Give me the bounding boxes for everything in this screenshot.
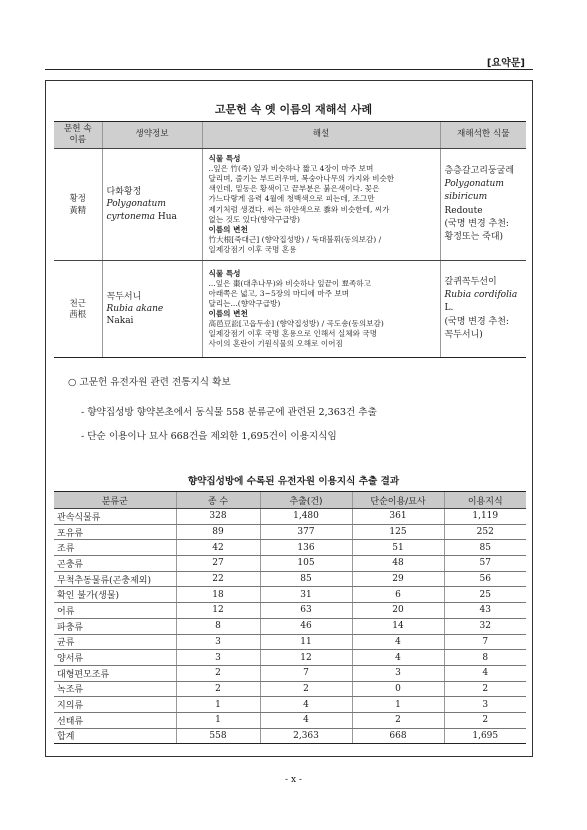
reinterp-line: Redoute <box>444 205 483 216</box>
table-row <box>54 665 526 681</box>
species-count-cell: 328 <box>176 509 260 525</box>
explanation-cell <box>202 149 440 261</box>
reinterpretation-table <box>54 121 526 358</box>
simple-use-cell: 4 <box>352 634 444 650</box>
extracted-cell: 2,363 <box>260 728 352 744</box>
use-knowledge-cell: 3 <box>444 697 526 713</box>
simple-use-cell: 1 <box>352 697 444 713</box>
taxon-cell: 파충류 <box>54 618 176 634</box>
use-knowledge-cell: 2 <box>444 712 526 728</box>
reinterp-line: Rubia cordifolia <box>444 290 518 301</box>
species-count-cell: 27 <box>176 556 260 572</box>
header-reinterpreted-plant: 재해석한 식물 <box>440 122 526 149</box>
literature-name-cell <box>54 149 102 261</box>
desc-line: 가느다랗게 음력 4월에 청백색으로 피는데, 조그만 <box>208 194 375 204</box>
table-header-row <box>54 122 526 149</box>
header-herbal-info: 생약정보 <box>102 122 202 149</box>
use-knowledge-cell: 2 <box>444 681 526 697</box>
page-number: - x - <box>285 775 302 785</box>
taxon-cell: 무척추동물류(곤충제외) <box>54 571 176 587</box>
taxon-cell: 어류 <box>54 603 176 619</box>
use-knowledge-cell: 25 <box>444 587 526 603</box>
desc-line: ...잎은 棗(대추나무)와 비슷하나 잎끝이 뾰족하고 <box>208 278 371 288</box>
use-knowledge-cell: 8 <box>444 650 526 666</box>
simple-use-cell: 668 <box>352 728 444 744</box>
table-row <box>54 571 526 587</box>
simple-use-cell: 20 <box>352 603 444 619</box>
header-use-knowledge: 이용지식 <box>444 492 526 509</box>
herbal-scientific-name: Rubia akane <box>106 303 164 314</box>
herbal-info-cell <box>102 261 202 358</box>
extracted-cell: 4 <box>260 697 352 713</box>
table1-title: 고문헌 속 옛 이름의 재해석 사례 <box>214 103 373 116</box>
desc-line: 아래쪽은 넓고, 3~5장의 마디에 마주 보며 <box>208 288 350 298</box>
table-body <box>54 509 526 744</box>
header-simple-use: 단순이용/묘사 <box>352 492 444 509</box>
species-count-cell: 3 <box>176 650 260 666</box>
change-line: 高邑豆訟[고읍두송] (향약집성방) / 곡도숑(동의보감) <box>208 319 384 329</box>
taxon-cell: 조류 <box>54 540 176 556</box>
reinterp-line: (국명 변경 추천: <box>444 316 509 327</box>
plant-traits-heading: 식물 특성 <box>208 268 241 278</box>
desc-line: 달리는...(향약구급방) <box>208 298 281 308</box>
header-literature-name-text: 문헌 속 이름 <box>63 123 92 145</box>
species-count-cell: 1 <box>176 712 260 728</box>
explanation-cell <box>202 261 440 358</box>
herbal-author: Nakai <box>106 316 134 327</box>
extracted-cell: 105 <box>260 556 352 572</box>
taxon-cell: 양서류 <box>54 650 176 666</box>
plant-traits-heading: 식물 특성 <box>208 154 241 164</box>
change-line: 일제강점기 이후 국명 혼용으로 인해서 실체와 국명 <box>208 329 378 339</box>
header-species-count: 종 수 <box>176 492 260 509</box>
taxon-cell: 합계 <box>54 728 176 744</box>
table-row <box>54 540 526 556</box>
reinterp-line: L. <box>444 303 454 314</box>
reinterp-line: sibiricum <box>444 192 488 203</box>
simple-use-cell: 361 <box>352 509 444 525</box>
extracted-cell: 2 <box>260 681 352 697</box>
taxon-cell: 대형편모조류 <box>54 665 176 681</box>
table-row <box>54 618 526 634</box>
extracted-cell: 7 <box>260 665 352 681</box>
extracted-cell: 4 <box>260 712 352 728</box>
table-row <box>54 261 526 358</box>
herbal-genus: Polygonatum <box>106 199 166 210</box>
use-knowledge-cell: 252 <box>444 524 526 540</box>
species-count-cell: 12 <box>176 603 260 619</box>
extracted-cell: 63 <box>260 603 352 619</box>
reinterp-line: Polygonatum <box>444 179 504 190</box>
name-change-heading: 이름의 변천 <box>208 309 248 318</box>
herbal-species-line <box>107 211 198 223</box>
extracted-cell: 11 <box>260 634 352 650</box>
table-row <box>54 524 526 540</box>
bullet-main: ○ 고문헌 유전자원 관련 전통지식 확보 <box>68 377 231 388</box>
name-hanja: 黃精 <box>69 204 87 215</box>
table-row <box>54 556 526 572</box>
header-literature-name <box>54 122 102 149</box>
desc-line: 없는 것도 있다(향약구급방) <box>208 214 300 224</box>
use-knowledge-cell: 85 <box>444 540 526 556</box>
table2-title: 향약집성방에 수록된 유전자원 이용지식 추출 결과 <box>187 476 400 487</box>
simple-use-cell: 0 <box>352 681 444 697</box>
taxon-cell: 관속식물류 <box>54 509 176 525</box>
bullet-sub: - 향약집성방 향약본초에서 동식물 558 분류군에 관련된 2,363건 추출 <box>81 407 377 418</box>
table-row <box>54 509 526 525</box>
taxon-cell: 녹조류 <box>54 681 176 697</box>
species-count-cell: 2 <box>176 665 260 681</box>
extracted-cell: 136 <box>260 540 352 556</box>
reinterp-line: 꼭두서니) <box>444 329 483 340</box>
extracted-cell: 31 <box>260 587 352 603</box>
taxon-cell: 곤충류 <box>54 556 176 572</box>
table-row <box>54 149 526 261</box>
desc-line: 달리며, 줄기는 부드러우며, 복숭아나무의 가지와 비슷한 <box>208 174 395 184</box>
table-row <box>54 650 526 666</box>
herbal-common-name: 다화황정 <box>106 187 142 198</box>
species-count-cell: 89 <box>176 524 260 540</box>
simple-use-cell: 14 <box>352 618 444 634</box>
total-row <box>54 728 526 744</box>
change-line: 일제강점기 이후 국명 혼용 <box>208 244 297 254</box>
simple-use-cell: 2 <box>352 712 444 728</box>
summary-tag: [요약문] <box>486 58 525 69</box>
table-row <box>54 587 526 603</box>
use-knowledge-cell: 4 <box>444 665 526 681</box>
header-explanation: 해설 <box>202 122 440 149</box>
simple-use-cell: 3 <box>352 665 444 681</box>
header-taxon: 분류군 <box>54 492 176 509</box>
reinterpreted-cell <box>440 261 526 358</box>
table-row <box>54 712 526 728</box>
use-knowledge-cell: 43 <box>444 603 526 619</box>
simple-use-cell: 48 <box>352 556 444 572</box>
species-count-cell: 558 <box>176 728 260 744</box>
simple-use-cell: 125 <box>352 524 444 540</box>
species-count-cell: 8 <box>176 618 260 634</box>
extraction-results-table <box>54 491 526 744</box>
change-line: 竹大根[죽대근] (향약집성방) / 둑대불휘(동의보감) / <box>208 234 382 244</box>
desc-line: ..잎은 竹(죽) 잎과 비슷하나 짧고 4장이 마주 보며 <box>208 164 374 174</box>
use-knowledge-cell: 1,695 <box>444 728 526 744</box>
use-knowledge-cell: 57 <box>444 556 526 572</box>
taxon-cell: 균류 <box>54 634 176 650</box>
species-count-cell: 22 <box>176 571 260 587</box>
simple-use-cell: 29 <box>352 571 444 587</box>
herbal-info-cell <box>102 149 202 261</box>
name-hanja: 茜根 <box>69 309 87 319</box>
extracted-cell: 46 <box>260 618 352 634</box>
name-change-heading: 이름의 변천 <box>208 224 248 234</box>
species-count-cell: 1 <box>176 697 260 713</box>
herbal-author: Hua <box>157 211 177 222</box>
literature-name-cell <box>54 261 102 358</box>
use-knowledge-cell: 7 <box>444 634 526 650</box>
table-row <box>54 603 526 619</box>
taxon-cell: 확인 불가(생물) <box>54 587 176 603</box>
reinterp-line: 갈퀴꼭두선이 <box>444 277 497 288</box>
table-row <box>54 697 526 713</box>
use-knowledge-cell: 56 <box>444 571 526 587</box>
table-row <box>54 634 526 650</box>
taxon-cell: 지의류 <box>54 697 176 713</box>
header-rule <box>45 69 533 70</box>
species-count-cell: 42 <box>176 540 260 556</box>
herbal-common-name: 꼭두서니 <box>106 291 142 302</box>
species-count-cell: 2 <box>176 681 260 697</box>
reinterp-line: 층층갈고리둥굴레 <box>444 166 515 177</box>
taxon-cell: 포유류 <box>54 524 176 540</box>
name-korean: 천근 <box>69 297 86 308</box>
herbal-species: cyrtonema <box>106 211 155 222</box>
extracted-cell: 12 <box>260 650 352 666</box>
reinterp-line: 황정또는 죽대) <box>444 231 504 242</box>
header-extracted: 추출(건) <box>260 492 352 509</box>
species-count-cell: 3 <box>176 634 260 650</box>
change-line: 사이의 혼란이 기원식물의 오해로 이어짐 <box>208 339 343 349</box>
simple-use-cell: 51 <box>352 540 444 556</box>
table-header-row <box>54 492 526 509</box>
bullet-sub: - 단순 이용이나 묘사 668건을 제외한 1,695건이 이용지식임 <box>81 431 337 442</box>
desc-line: 색인데, 밑동은 황색이고 끝부분은 붉은색이다. 꽃은 <box>208 184 380 194</box>
extracted-cell: 377 <box>260 524 352 540</box>
simple-use-cell: 4 <box>352 650 444 666</box>
species-count-cell: 18 <box>176 587 260 603</box>
reinterp-line: (국명 변경 추천: <box>444 218 509 229</box>
extracted-cell: 1,480 <box>260 509 352 525</box>
taxon-cell: 선태류 <box>54 712 176 728</box>
table-row <box>54 681 526 697</box>
desc-line: 제기처럼 생겼다. 씨는 하얀색으로 黍와 비슷한데, 씨가 <box>208 204 390 214</box>
use-knowledge-cell: 32 <box>444 618 526 634</box>
reinterpreted-cell <box>440 149 526 261</box>
simple-use-cell: 6 <box>352 587 444 603</box>
extracted-cell: 85 <box>260 571 352 587</box>
name-korean: 황정 <box>69 193 86 204</box>
use-knowledge-cell: 1,119 <box>444 509 526 525</box>
